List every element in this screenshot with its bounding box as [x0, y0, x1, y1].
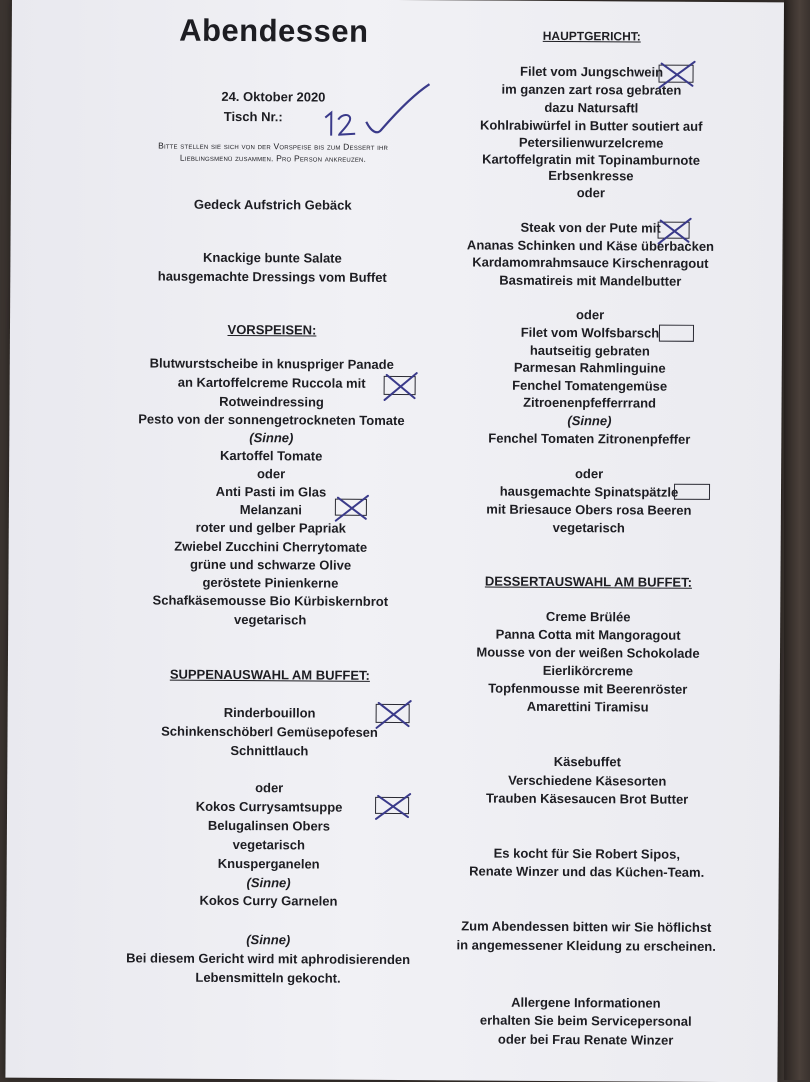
suppe2-line-2: Belugalinsen Obers — [207, 817, 331, 834]
table-surface — [784, 0, 810, 1080]
haupt4-line-1: hausgemachte Spinatspätzle — [499, 483, 679, 500]
suppe2-line-4: Knusperganelen — [217, 855, 320, 872]
vorspeise2-line-7: Schafkäsemousse Bio Kürbiskernbrot — [152, 592, 389, 609]
haupt4-line-3: vegetarisch — [552, 519, 625, 536]
dessert-line-6: Amarettini Tiramisu — [526, 698, 649, 715]
vorspeise2-line-8: vegetarisch — [234, 612, 307, 628]
allergen-line-1: Allergene Informationen — [511, 994, 661, 1011]
instruction-line-1: Bitte stellen sie sich von der Vorspeise bis zum Dessert ihr — [158, 140, 389, 152]
haupt2-line-4: Basmatireis mit Mandelbutter — [499, 272, 682, 289]
dessert-line-4: Eierlikörcreme — [542, 662, 634, 679]
vorspeise1-sinne-text: Kartoffel Tomate — [219, 447, 323, 464]
check-mark-icon — [332, 494, 372, 523]
vorspeise2-line-3: roter und gelber Papriak — [195, 519, 346, 536]
oder-text: oder — [255, 780, 284, 796]
checkbox-suppe-rinderbouillon[interactable] — [376, 704, 410, 723]
kaese-line-1: Käsebuffet — [553, 753, 621, 770]
vorspeise2-line-5: grüne und schwarze Olive — [189, 556, 352, 573]
vorspeise1-line-3: Rotweindressing — [219, 393, 324, 410]
haupt3-line-1: Filet vom Wolfsbarsch — [520, 324, 660, 341]
dessert-line-5: Topfenmousse mit Beerenröster — [488, 680, 688, 697]
vorspeise1-line-1: Blutwurstscheibe in knuspriger Panade — [149, 355, 394, 372]
kaese-line-3: Trauben Käsesaucen Brot Butter — [485, 790, 689, 807]
suppe1-line-2: Schinkenschöberl Gemüsepofesen — [161, 723, 378, 740]
left-column — [24, 0, 524, 986]
vorspeise1-line-4: Pesto von der sonnengetrockneten Tomate — [138, 411, 405, 429]
vorspeisen-heading: VORSPEISEN: — [227, 321, 317, 338]
checkbox-haupt-wolfsbarsch[interactable] — [659, 325, 694, 342]
haupt1-line-7: Erbsenkresse — [548, 167, 634, 184]
sinne-label: (Sinne) — [246, 932, 291, 948]
checkbox-haupt-jungschwein[interactable] — [659, 65, 694, 83]
oder-text: oder — [575, 307, 605, 323]
check-mark-icon — [655, 60, 698, 90]
haupt-heading: HAUPTGERICHT: — [542, 28, 641, 44]
haupt3-sinne-label: (Sinne) — [567, 413, 612, 429]
gedeck: Gedeck Aufstrich Gebäck — [193, 196, 352, 213]
haupt1-line-1: Filet vom Jungschwein — [520, 63, 664, 80]
suppe2-sinne-label: (Sinne) — [246, 875, 291, 891]
haupt3-line-5: Zitroenenpfefferrrand — [523, 394, 657, 411]
vorspeise2-line-6: geröstete Pinienkerne — [202, 574, 339, 591]
dessert-heading: DESSERTAUSWAHL AM BUFFET: — [484, 573, 693, 590]
suppe2-line-3: vegetarisch — [232, 837, 306, 853]
haupt4-line-2: mit Briesauce Obers rosa Beeren — [486, 501, 692, 518]
vorspeise2-line-2: Melanzani — [239, 502, 302, 518]
salad-line-1: Knackige bunte Salate — [203, 249, 342, 266]
checkbox-vorspeise-antipasti[interactable] — [335, 499, 367, 516]
oder-text: oder — [256, 466, 286, 482]
handwritten-table-number — [311, 79, 441, 140]
haupt2-line-3: Kardamomrahmsauce Kirschenragout — [472, 254, 709, 271]
vorspeise1-sinne-label: (Sinne) — [249, 430, 294, 446]
allergen-line-3: oder bei Frau Renate Winzer — [497, 1031, 674, 1048]
haupt1-line-4: Kohlrabiwürfel in Butter soutiert auf — [479, 117, 703, 134]
dress-line-1: Zum Abendessen bitten wir Sie höflichst — [461, 918, 712, 935]
vorspeise1-line-2: an Kartoffelcreme Ruccola mit — [177, 374, 366, 391]
suppe1-line-3: Schnittlauch — [230, 742, 309, 759]
chef-line-2: Renate Winzer und das Küchen-Team. — [469, 863, 705, 880]
allergen-line-2: erhalten Sie beim Servicepersonal — [479, 1012, 692, 1029]
haupt1-line-2: im ganzen zart rosa gebraten — [501, 81, 682, 98]
oder-text: oder — [576, 185, 605, 201]
haupt2-line-2: Ananas Schinken und Käse überbacken — [466, 237, 715, 254]
check-mark-icon — [373, 699, 415, 730]
haupt1-line-6: Kartoffelgratin mit Topinamburnote — [482, 151, 701, 168]
haupt3-line-4: Fenchel Tomatengemüse — [512, 377, 668, 394]
check-mark-icon — [372, 792, 414, 821]
right-column — [452, 0, 732, 1048]
chef-line-1: Es kocht für Sie Robert Sipos, — [493, 845, 681, 862]
vorspeise2-line-1: Anti Pasti im Glas — [215, 483, 327, 500]
haupt1-line-3: dazu Natursaftl — [544, 99, 639, 116]
checkbox-suppe-kokos[interactable] — [375, 797, 409, 814]
table-label: Tisch Nr.: — [223, 108, 283, 125]
salad-line-2: hausgemachte Dressings vom Buffet — [157, 268, 387, 285]
dessert-line-2: Panna Cotta mit Mangoragout — [495, 626, 681, 643]
haupt3-sinne-text: Fenchel Tomaten Zitronenpfeffer — [488, 430, 691, 447]
date: 24. Oktober 2020 — [221, 88, 326, 105]
kaese-line-2: Verschiedene Käsesorten — [508, 772, 667, 789]
checkbox-haupt-pute[interactable] — [658, 222, 690, 239]
haupt1-line-5: Petersilienwurzelcreme — [518, 134, 664, 151]
menu-sheet — [5, 0, 784, 1082]
suppe1-line-1: Rinderbouillon — [223, 704, 316, 721]
dessert-line-3: Mousse von der weißen Schokolade — [476, 644, 700, 661]
suppe2-sinne-text: Kokos Curry Garnelen — [199, 892, 338, 909]
suppen-heading: SUPPENAUSWAHL AM BUFFET: — [169, 666, 370, 683]
page-title: Abendessen — [179, 12, 369, 49]
check-mark-icon — [655, 217, 695, 246]
haupt3-line-3: Parmesan Rahmlinguine — [513, 359, 666, 376]
dress-line-2: in angemessener Kleidung zu erscheinen. — [456, 937, 716, 954]
dessert-line-1: Creme Brülée — [545, 608, 631, 625]
check-mark-icon — [381, 371, 421, 402]
checkbox-haupt-spinatspaetzle[interactable] — [674, 484, 710, 500]
vorspeise2-line-4: Zwiebel Zucchini Cherrytomate — [174, 538, 368, 555]
suppe2-line-1: Kokos Currysamtsuppe — [195, 798, 343, 815]
oder-text: oder — [574, 466, 604, 482]
haupt3-line-2: hautseitig gebraten — [529, 342, 650, 359]
checkbox-vorspeise-blutwurst[interactable] — [384, 376, 416, 395]
sinne-note-line-2: Lebensmitteln gekocht. — [195, 969, 341, 986]
sinne-note-line-1: Bei diesem Gericht wird mit aphrodisierenden — [126, 950, 411, 968]
instruction-line-2: Lieblingsmenü zusammen. Pro Person ankreuzen. — [179, 152, 367, 164]
haupt2-line-1: Steak von der Pute mit — [520, 219, 661, 236]
